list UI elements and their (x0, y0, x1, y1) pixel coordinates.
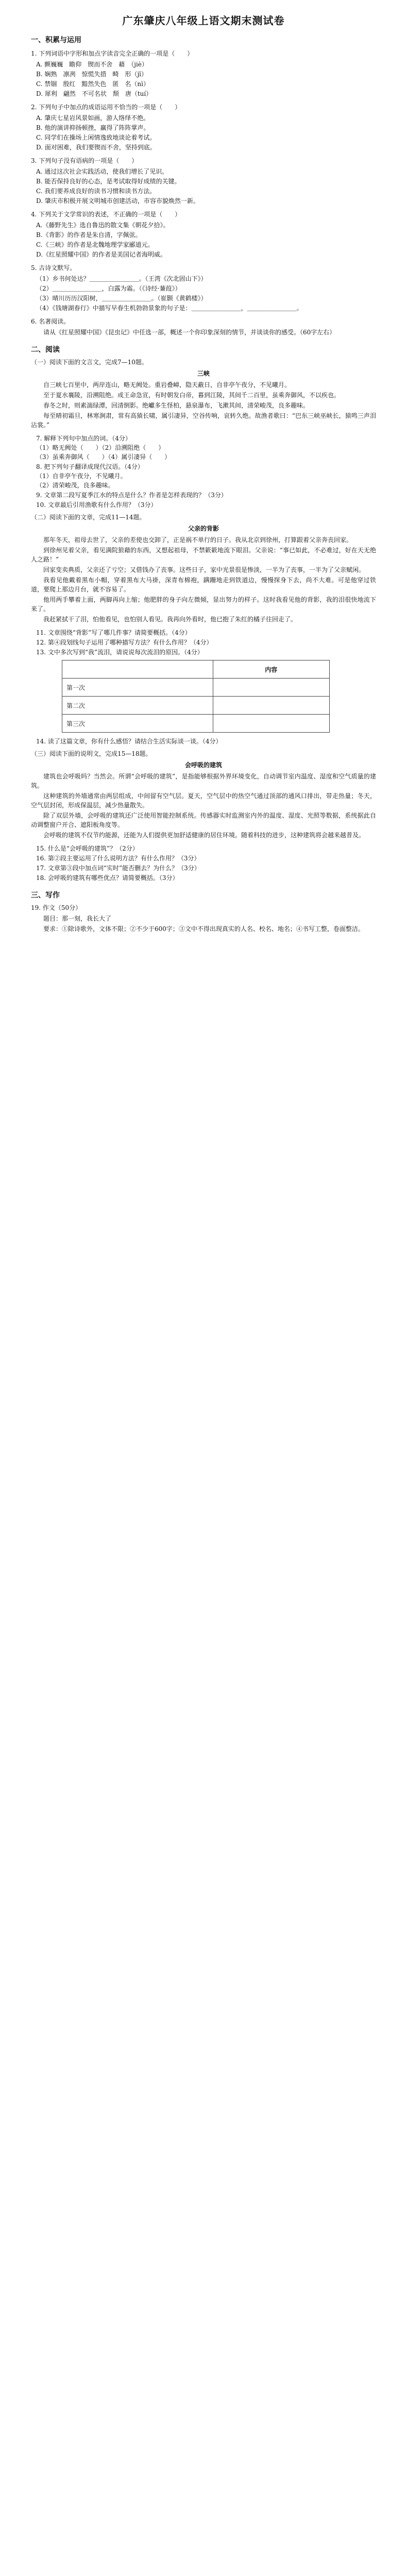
option-c: C.《三峡》的作者是北魏地理学家郦道元。 (36, 241, 154, 248)
section-title-1: 一、积累与运用 (31, 36, 81, 44)
question: 17. 文章第③段中加点词“实时”能否删去？为什么？（3分） (36, 865, 200, 872)
option-c: C. 同学们在操场上闲情逸致地谈论着考试。 (36, 134, 156, 141)
table-cell-answer[interactable] (213, 715, 329, 733)
section-title-3: 三、写作 (31, 891, 60, 900)
question: 18. 会呼吸的建筑有哪些优点？请简要概括。（3分） (36, 874, 179, 882)
reading-questions-2 (31, 628, 376, 657)
question-stem: 5. 古诗文默写。 (31, 264, 76, 272)
reading-passage-1 (31, 358, 376, 430)
table-header: 内容 (213, 660, 329, 679)
reading-passage-2 (31, 513, 376, 624)
option-b: B. 能否保持良好的心态，是考试取得好成绩的关键。 (36, 178, 181, 185)
reading-questions-2b (31, 737, 376, 746)
question: 7. 解释下列句中加点的词。（4分） （1）略无阙处（ ）（2）沿溯阻绝（ ） （3）虽乘奔御风（ ）（4）属引凄异（ ） (36, 435, 171, 461)
option-b: B. 他的演讲抑扬顿挫，赢得了阵阵掌声。 (36, 124, 150, 131)
option-d: D. 面对困难，我们要锲而不舍，坚持到底。 (36, 144, 156, 151)
passage-title: 三峡 (197, 370, 210, 377)
option-a: A. 肇庆七星岩风景如画，游人络绎不绝。 (36, 114, 150, 122)
answer-table (62, 660, 330, 733)
option-b: B.《背影》的作者是朱自清，字佩弦。 (36, 231, 142, 239)
paragraph: 到徐州见着父亲，看见满院狼藉的东西，又想起祖母，不禁簌簌地流下眼泪。父亲说：“事已如此，不必难过，好在天无绝人之路！” (31, 547, 376, 563)
paragraph: 那年冬天，祖母去世了，父亲的差使也交卸了，正是祸不单行的日子。我从北京到徐州，打算跟着父亲奔丧回家。 (43, 536, 353, 544)
table-cell-answer[interactable] (213, 679, 329, 697)
paragraph: 会呼吸的建筑不仅节约能源，还能为人们提供更加舒适健康的居住环境。随着科技的进步，这种建筑将会越来越普及。 (43, 832, 365, 839)
question: 13. 文中多次写到“我”流泪，请说说每次流泪的原因。（4分） (36, 649, 204, 656)
passage-label: （一）阅读下面的文言文，完成7—10题。 (31, 359, 148, 366)
question: 15. 什么是“会呼吸的建筑”？（2分） (36, 845, 139, 852)
section-title-2: 二、阅读 (31, 346, 60, 354)
question: 9. 文章第二段写夏季江水的特点是什么？作者是怎样表现的？（3分） (36, 492, 227, 499)
question-stem: 2. 下列句子中加点的成语运用不恰当的一项是（ ） (31, 104, 181, 111)
question-3 (31, 156, 376, 206)
composition-requirements: 要求：①除诗歌外，文体不限；②不少于600字；③文中不得出现真实的人名、校名、地名；④书写工整，卷面整洁。 (43, 925, 364, 933)
question: 16. 第②段主要运用了什么说明方法？有什么作用？（3分） (36, 855, 200, 862)
page-title: 广东肇庆八年级上语文期末测试卷 (122, 14, 285, 27)
composition-prompt: 题目：那一刻，我长大了 (43, 915, 112, 922)
paragraph: 除了双层外墙，会呼吸的建筑还广泛使用智能控制系统。传感器实时监测室内外的温度、湿度、光照等数据，系统据此自动调整窗户开合、遮阳板角度等。 (31, 812, 376, 828)
paragraph: 建筑也会呼吸吗？当然会。所谓“会呼吸的建筑”，是指能够根据外界环境变化，自动调节室内温度、湿度和空气质量的建筑。 (31, 773, 376, 789)
question-stem: 6. 名著阅读。 (31, 318, 70, 325)
passage-title: 父亲的背影 (188, 525, 219, 532)
table-cell: 第二次 (62, 697, 213, 715)
paragraph: 这种建筑的外墙通常由两层组成，中间留有空气层。夏天，空气层中的热空气通过顶部的通风口排出，带走热量；冬天，空气层封闭，形成保温层，减少热量散失。 (31, 792, 376, 809)
table-cell-answer[interactable] (213, 697, 329, 715)
composition-question: 19. 作文（50分） (31, 904, 82, 911)
option-d: D. 犀利 翩然 不可名状 颓 唐（tuí） (36, 90, 152, 97)
passage-label: （三）阅读下面的说明文，完成15—18题。 (31, 750, 152, 757)
question-stem: 4. 下列关于文学常识的表述，不正确的一项是（ ） (31, 211, 181, 218)
question-2 (31, 103, 376, 152)
option-a: A. 通过这次社会实践活动，使我们增长了见识。 (36, 168, 168, 175)
paragraph: 我看见他戴着黑布小帽，穿着黑布大马褂，深青布棉袍，蹒跚地走到铁道边，慢慢探身下去，尚不大难。可是他穿过铁道，要爬上那边月台，就不容易了。 (31, 577, 376, 593)
paragraph: 自三峡七百里中，两岸连山，略无阙处。重岩叠嶂，隐天蔽日，自非亭午夜分，不见曦月。 (43, 381, 291, 388)
paragraph: 他用两手攀着上面，两脚再向上缩；他肥胖的身子向左微倾，显出努力的样子。这时我看见他的背影，我的泪很快地流下来了。 (31, 596, 376, 613)
passage-label: （二）阅读下面的文章，完成11—14题。 (31, 514, 146, 521)
question-6 (31, 317, 376, 337)
paragraph: 每至晴初霜旦，林寒涧肃，常有高猿长啸，属引凄异，空谷传响，哀转久绝。故渔者歌曰：“巴东三峡巫峡长，猿鸣三声泪沾裳。” (31, 412, 376, 429)
paragraph: 至于夏水襄陵，沿溯阻绝。或王命急宣，有时朝发白帝，暮到江陵，其间千二百里，虽乘奔御风，不以疾也。 (43, 392, 341, 399)
question-stem: 1. 下列词语中字形和加点字读音完全正确的一项是（ ） (31, 50, 194, 57)
question-4 (31, 210, 376, 259)
composition (31, 903, 376, 934)
question-5 (31, 263, 376, 313)
table-cell: 第一次 (62, 679, 213, 697)
option-c: C. 禁锢 殷红 黯然失色 匿 名（nì） (36, 80, 149, 88)
question: 11. 文章围绕“背影”写了哪几件事？请简要概括。（4分） (36, 629, 191, 636)
option-d: D. 肇庆市积极开展文明城市创建活动，市容市貌焕然一新。 (36, 197, 199, 205)
reading-passage-3 (31, 749, 376, 840)
option-b: B. 娴熟 凛冽 惊慌失措 畸 形（jī） (36, 71, 148, 78)
option-d: D.《红星照耀中国》的作者是美国记者海明威。 (36, 251, 167, 258)
question: 10. 文章最后引用渔歌有什么作用？（3分） (36, 501, 157, 509)
option-a: A.《藤野先生》选自鲁迅的散文集《朝花夕拾》。 (36, 222, 169, 229)
paragraph: 我赶紧拭干了泪，怕他看见，也怕别人看见。我再向外看时，他已抱了朱红的橘子往回走了。 (43, 616, 297, 623)
paragraph: 回家变卖典质，父亲还了亏空；又借钱办了丧事。这些日子，家中光景很是惨淡，一半为了丧事，一半为了父亲赋闲。 (43, 566, 365, 573)
question-1 (31, 49, 376, 98)
option-c: C. 我们要养成良好的读书习惯和读书方法。 (36, 188, 156, 195)
fill-line-3: （3）晴川历历汉阳树，＿＿＿＿＿＿＿＿。（崔颢《黄鹤楼》） (36, 295, 207, 302)
fill-line-2: （2）＿＿＿＿＿＿＿＿，白露为霜。（《诗经·蒹葭》） (36, 285, 181, 292)
table-cell: 第三次 (62, 715, 213, 733)
fill-line-1: （1）乡书何处达？＿＿＿＿＿＿＿＿。（王湾《次北固山下》） (36, 275, 207, 282)
table-header (62, 660, 213, 679)
passage-title: 会呼吸的建筑 (184, 761, 222, 769)
option-a: A. 颤巍巍 瞻仰 锲而不舍 藉 （jiè） (36, 61, 148, 68)
table-row (62, 697, 330, 715)
reading-questions-1 (31, 434, 376, 510)
table-row (62, 679, 330, 697)
question-stem: 3. 下列句子没有语病的一项是（ ） (31, 157, 138, 164)
question: 14. 读了这篇文章，你有什么感悟？请结合生活实际谈一谈。（4分） (36, 738, 222, 745)
question: 12. 第④段划线句子运用了哪种描写方法？有什么作用？（4分） (36, 639, 213, 646)
fill-line-4: （4）《钱塘湖春行》中描写早春生机勃勃景象的句子是：＿＿＿＿＿＿＿＿，＿＿＿＿＿＿＿＿。 (36, 304, 303, 312)
question-text: 请从《红星照耀中国》《昆虫记》中任选一部，概述一个你印象深刻的情节，并谈谈你的感受。（60字左右） (43, 329, 336, 336)
reading-questions-3 (31, 844, 376, 883)
question: 8. 把下列句子翻译成现代汉语。（4分） （1）自非亭午夜分，不见曦月。 （2）清荣峻茂，良多趣味。 (36, 463, 144, 489)
table-row (62, 715, 330, 733)
paragraph: 春冬之时，则素湍绿潭，回清倒影。绝巘多生怪柏，悬泉瀑布，飞漱其间，清荣峻茂，良多趣味。 (43, 402, 310, 409)
